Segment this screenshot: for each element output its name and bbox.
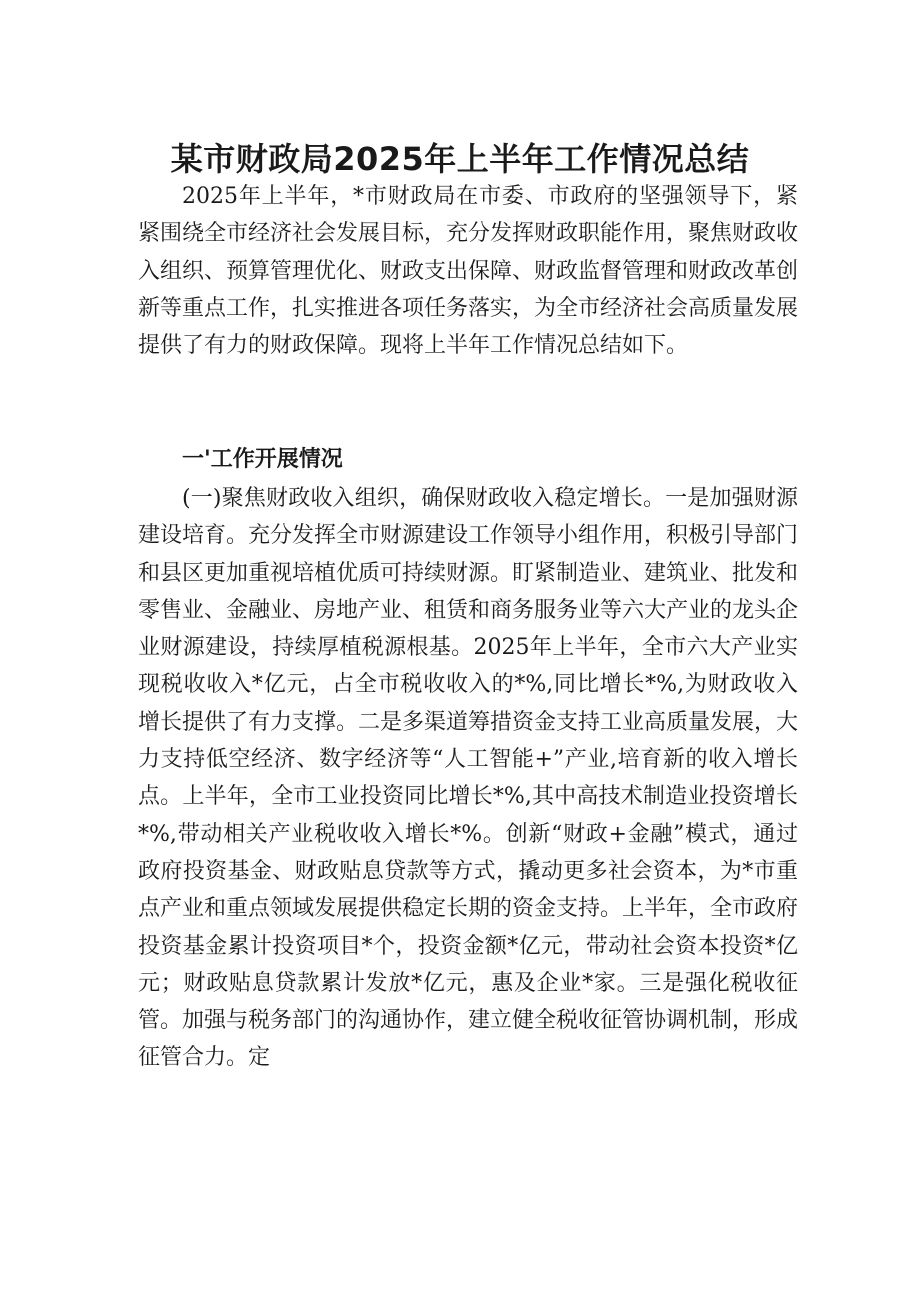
section-paragraph: (一)聚焦财政收入组织，确保财政收入稳定增长。一是加强财源建设培育。充分发挥全市财源建设工作领导小组作用，积极引导部门和县区更加重视培植优质可持续财源。盯紧制造业、建筑业、批发和零售业、金融业、房地产业、租赁和商务服务业等六大产业的龙头企业财源建设，持续厚植税源根基。2025年上半年，全市六大产业实现税收收入*亿元，占全市税收收入的*%,同比增长*%,为财政收入增长提供了有力支撑。二是多渠道筹措资金支持工业高质量发展，大力支持低空经济、数字经济等“人工智能+”产业,培育新的收入增长点。上半年，全市工业投资同比增长*%,其中高技术制造业投资增长*%,带动相关产业税收收入增长*%。创新“财政+金融”模式，通过政府投资基金、财政贴息贷款等方式，撬动更多社会资本，为*市重点产业和重点领域发展提供稳定长期的资金支持。上半年，全市政府投资基金累计投资项目*个，投资金额*亿元，带动社会资本投资*亿元；财政贴息贷款累计发放*亿元，惠及企业*家。三是强化税收征管。加强与税务部门的沟通协作，建立健全税收征管协调机制，形成征管合力。定	[138, 486, 799, 1071]
section-heading: 一'工作开展情况	[182, 447, 343, 472]
document-title: 某市财政局2025年上半年工作情况总结	[170, 140, 750, 179]
intro-paragraph: 2025年上半年，*市财政局在市委、市政府的坚强领导下，紧紧围绕全市经济社会发展目标，充分发挥财政职能作用，聚焦财政收入组织、预算管理优化、财政支出保障、财政监督管理和财政改革创新等重点工作，扎实推进各项任务落实，为全市经济社会高质量发展提供了有力的财政保障。现将上半年工作情况总结如下。	[138, 184, 799, 359]
